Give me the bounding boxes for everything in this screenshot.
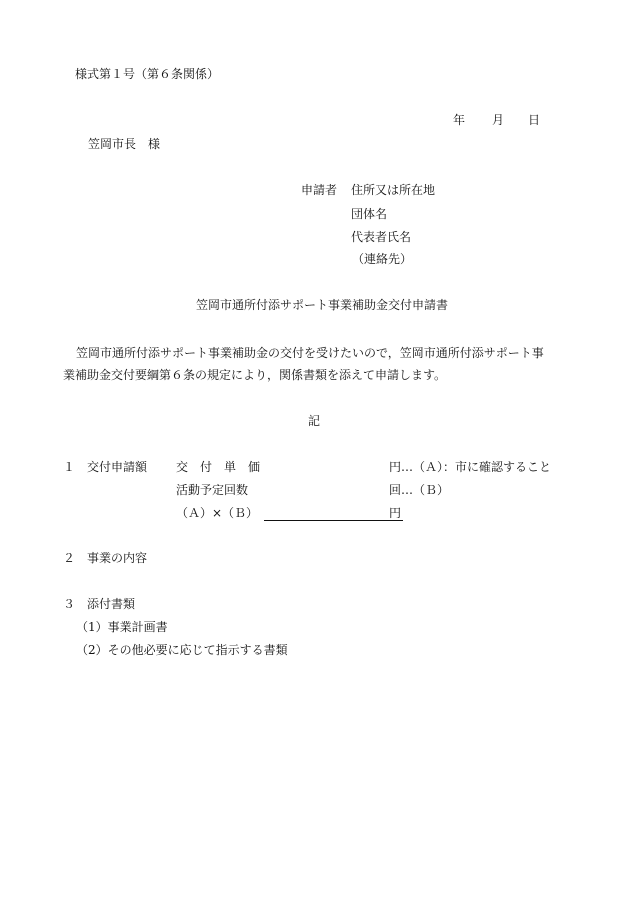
body-line-1: 笠岡市通所付添サポート事業補助金の交付を受けたいので，笠岡市通所付添サポート事 [76, 346, 544, 360]
date-year: 年 [453, 113, 466, 127]
document-title: 笠岡市通所付添サポート事業補助金交付申請書 [196, 298, 449, 312]
unit-price-label: 交 付 単 価 [176, 460, 261, 474]
section3-heading: ３ 添付書類 [63, 597, 136, 611]
ki-heading: 記 [308, 414, 321, 428]
body-line-2: 業補助金交付要綱第６条の規定により，関係書類を添えて申請します。 [63, 368, 447, 382]
applicant-contact: （連絡先） [352, 252, 413, 266]
applicant-address: 住所又は所在地 [351, 183, 436, 197]
total-amount-field[interactable] [264, 520, 403, 521]
attachment-item: （2）その他必要に応じて指示する書類 [76, 643, 288, 657]
applicant-representative: 代表者氏名 [351, 230, 412, 244]
unit-price-suffix: 円…（Ａ）：市に確認すること [389, 460, 552, 474]
total-formula-label: （Ａ）×（Ｂ） [176, 506, 259, 520]
section1-heading: １ 交付申請額 [63, 460, 148, 474]
applicant-organization: 団体名 [351, 207, 388, 221]
form-number: 様式第１号（第６条関係） [75, 67, 220, 81]
section2-heading: ２ 事業の内容 [63, 551, 148, 565]
date-month: 月 [492, 113, 505, 127]
addressee: 笠岡市長 様 [88, 137, 161, 151]
date-day: 日 [528, 113, 541, 127]
attachment-item: （1）事業計画書 [76, 620, 168, 634]
activity-count-label: 活動予定回数 [176, 483, 249, 497]
activity-count-suffix: 回…（Ｂ） [389, 483, 450, 497]
total-amount-suffix: 円 [389, 506, 402, 520]
applicant-label: 申請者 [301, 183, 338, 197]
